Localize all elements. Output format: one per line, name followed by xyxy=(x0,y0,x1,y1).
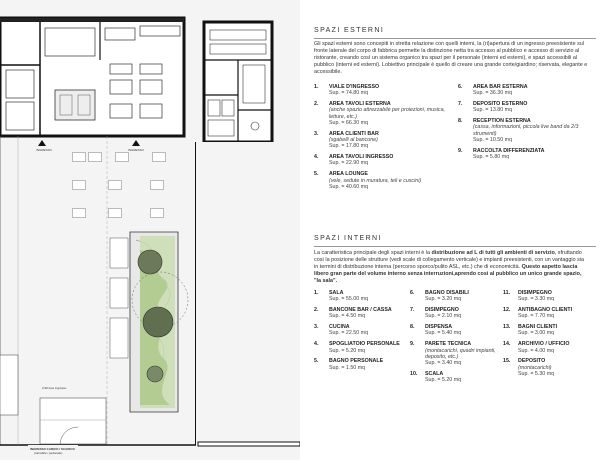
list-item: 5. AREA LOUNGE (vele, sedute in muratura, teli e cuscini) Sup. = 40.60 mq xyxy=(314,171,422,190)
list-item: 13. BAGNI CLIENTI Sup. = 3.00 mq xyxy=(503,324,558,337)
table-marker xyxy=(115,152,129,162)
section-divider xyxy=(314,38,596,39)
description-panel xyxy=(300,0,600,460)
bottom-entrance-sub: (carrabile / pedonale) xyxy=(34,451,63,455)
interni-list-col1 xyxy=(314,290,409,375)
bottom-entrance-label: INGRESSO CARICO / SCARICO xyxy=(30,447,75,451)
list-item: 7. DEPOSITO ESTERNO Sup. = 13.80 mq xyxy=(458,101,528,114)
list-item: 9. RACCOLTA DIFFERENZIATA Sup. = 5.80 mq xyxy=(458,147,545,161)
table-marker xyxy=(150,208,164,218)
list-item: 12. ANTIBAGNO CLIENTI Sup. = 7.70 mq xyxy=(503,307,573,320)
table-marker xyxy=(88,152,102,162)
interni-intro: La caratteristica principale degli spazi interni è la distribuzione ad L di tutti gli ambienti di servizio, sfruttando così la posizione delle strutture (vedi scale di collegamento verticale) e impianti preesistenti, con un vantaggio sia in termini di distribuzione interna (percorso sporco/pulito ASL, etc.) che di economicità. Questo aspetto lascia libero gran parte del volume interno senza interruzioni,aprendo così al pubblico un unico grande spazio, "la sala". xyxy=(314,250,584,284)
list-item: 1. SALA Sup. = 55.00 mq xyxy=(314,290,369,303)
esterni-list-col2 xyxy=(458,84,593,165)
table-marker xyxy=(72,180,86,190)
section-title-esterni: SPAZI ESTERNI xyxy=(314,27,385,34)
list-item: 9. PARETE TECNICA (montacarichi, quadri impianti, deposito, etc.) Sup. = 3.40 mq xyxy=(410,341,496,367)
interni-list-col2 xyxy=(410,290,502,388)
list-item: 2. AREA TAVOLI ESTERNA (anche spazio attrezzabile per proiezioni, musica, letture, etc.) Sup. = 66.30 mq xyxy=(314,101,446,126)
list-item: 8. DISPENSA Sup. = 5.40 mq xyxy=(410,324,462,337)
esterni-list-col1 xyxy=(314,84,454,195)
section-divider xyxy=(314,246,596,247)
table-marker xyxy=(150,180,164,190)
list-item: 8. RECEPTION ESTERNA (cassa, informazioni, piccola live band da 2/3 strumenti) Sup. = 10.50 mq xyxy=(458,118,579,144)
section-title-interni: SPAZI INTERNI xyxy=(314,235,382,242)
list-item: 15. DEPOSITO (montacarichi) Sup. = 5.30 mq xyxy=(503,358,555,377)
list-item: 1. VIALE D'INGRESSO Sup. = 74.80 mq xyxy=(314,84,380,97)
table-marker xyxy=(108,180,122,190)
list-item: 5. BAGNO PERSONALE Sup. = 1.50 mq xyxy=(314,358,384,371)
list-item: 11. DISIMPEGNO Sup. = 3.30 mq xyxy=(503,290,555,303)
entrance-label: INGRESSO xyxy=(128,148,144,152)
list-item: 6. AREA BAR ESTERNA Sup. = 36.30 mq xyxy=(458,84,528,97)
list-item: 4. AREA TAVOLI INGRESSO Sup. = 22.90 mq xyxy=(314,154,394,167)
dimension-label: 2.90 luce ingresso xyxy=(42,386,67,390)
list-item: 4. SPOGLIATOIO PERSONALE Sup. = 5.20 mq xyxy=(314,341,400,354)
esterni-intro: Gli spazi esterni sono concepiti in stretta relazione con quelli interni, la (ri)apertura di un ingresso preesistente sul fronte laterale del corpo di fabbrica permette la distinzione netta tra accesso al pubblico e accesso di servizio al ristorante, creando così un sistema organico tra spazi per il personale (interni ed esterni), e spazi accessibili al pubblico (interni ed esterni). Lobiettivo principale è quello di creare una grande corte/giardino; riservata, elegante e accessibile. xyxy=(314,41,588,75)
list-item: 7. DISIMPEGNO Sup. = 2.10 mq xyxy=(410,307,462,320)
table-marker xyxy=(72,208,86,218)
entrance-label: INGRESSO xyxy=(36,148,52,152)
list-item: 10. SCALA Sup. = 5.20 mq xyxy=(410,370,462,384)
list-item: 6. BAGNO DISABILI Sup. = 3.20 mq xyxy=(410,290,469,303)
list-item: 3. AREA CLIENTI BAR (sgabelli al bancone) Sup. = 17.80 mq xyxy=(314,130,379,150)
list-item: 3. CUCINA Sup. = 22.50 mq xyxy=(314,324,369,337)
interni-list-col3 xyxy=(503,290,597,382)
table-marker xyxy=(108,208,122,218)
table-marker xyxy=(152,152,166,162)
list-item: 2. BANCONE BAR / CASSA Sup. = 4.50 mq xyxy=(314,307,392,320)
floor-plan xyxy=(0,0,300,460)
table-marker xyxy=(72,152,86,162)
floor-plan-drawing xyxy=(0,0,300,460)
list-item: 14. ARCHIVIO / UFFICIO Sup. = 4.00 mq xyxy=(503,341,570,354)
